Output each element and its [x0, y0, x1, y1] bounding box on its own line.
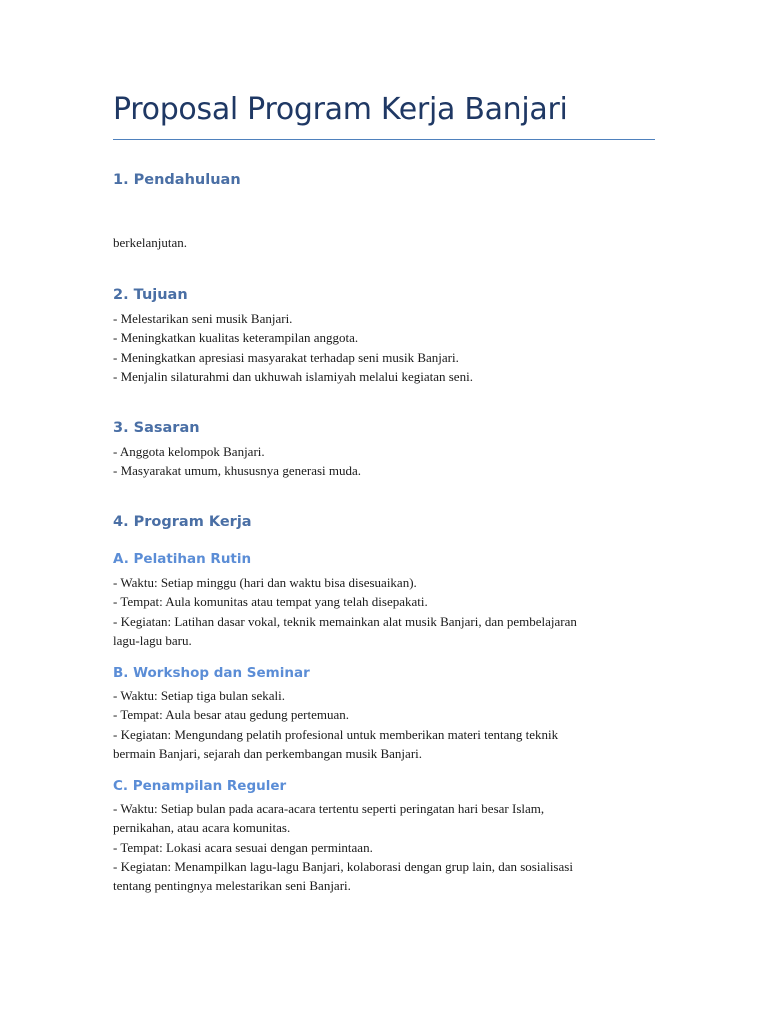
section-heading-tujuan: 2. Tujuan [113, 287, 188, 303]
list-item: bermain Banjari, sejarah dan perkembangan musik Banjari. [113, 745, 423, 761]
list-item: - Tempat: Lokasi acara sesuai dengan permintaan. [113, 839, 373, 855]
section-body-sasaran [113, 442, 655, 481]
list-item: - Kegiatan: Menampilkan lagu-lagu Banjari, kolaborasi dengan grup lain, dan sosialisasi [113, 858, 573, 874]
section-body-tujuan [113, 309, 655, 386]
list-item: pernikahan, atau acara komunitas. [113, 820, 291, 836]
list-item: - Tempat: Aula komunitas atau tempat yang telah disepakati. [113, 594, 428, 610]
list-item: - Tempat: Aula besar atau gedung pertemuan. [113, 707, 350, 723]
section-heading-sasaran: 3. Sasaran [113, 420, 200, 436]
section-body-pendahuluan [113, 233, 655, 252]
list-item: - Melestarikan seni musik Banjari. [113, 311, 293, 326]
list-item: - Meningkatkan apresiasi masyarakat terhadap seni musik Banjari. [113, 349, 459, 365]
list-item: tentang pentingnya melestarikan seni Banjari. [113, 878, 351, 894]
subsection-body-pelatihan-rutin [113, 573, 655, 650]
list-item: - Meningkatkan kualitas keterampilan anggota. [113, 330, 359, 346]
paragraph-line: berkelanjutan. [113, 235, 187, 250]
section-heading-program-kerja: 4. Program Kerja [113, 514, 252, 530]
subsection-heading-pelatihan-rutin: A. Pelatihan Rutin [113, 551, 252, 567]
subsection-heading-penampilan-reguler: C. Penampilan Reguler [113, 778, 287, 794]
list-item: - Waktu: Setiap minggu (hari dan waktu bisa disesuaikan). [113, 575, 417, 590]
list-item: - Kegiatan: Mengundang pelatih profesional untuk memberikan materi tentang teknik [113, 726, 559, 742]
subsection-heading-workshop-seminar: B. Workshop dan Seminar [113, 665, 310, 681]
list-item: - Kegiatan: Latihan dasar vokal, teknik memainkan alat musik Banjari, dan pembelajaran [113, 613, 577, 629]
subsection-body-workshop-seminar [113, 686, 655, 763]
list-item: - Masyarakat umum, khususnya generasi muda. [113, 463, 362, 479]
title-underline [113, 139, 655, 140]
list-item: lagu-lagu baru. [113, 632, 192, 648]
document-title: Proposal Program Kerja Banjari [113, 92, 568, 127]
list-item: - Waktu: Setiap bulan pada acara-acara tertentu seperti peringatan hari besar Islam, [113, 801, 545, 816]
section-heading-pendahuluan: 1. Pendahuluan [113, 172, 241, 188]
subsection-body-penampilan-reguler [113, 799, 655, 895]
list-item: - Menjalin silaturahmi dan ukhuwah islamiyah melalui kegiatan seni. [113, 368, 473, 384]
list-item: - Anggota kelompok Banjari. [113, 444, 265, 459]
list-item: - Waktu: Setiap tiga bulan sekali. [113, 688, 286, 703]
